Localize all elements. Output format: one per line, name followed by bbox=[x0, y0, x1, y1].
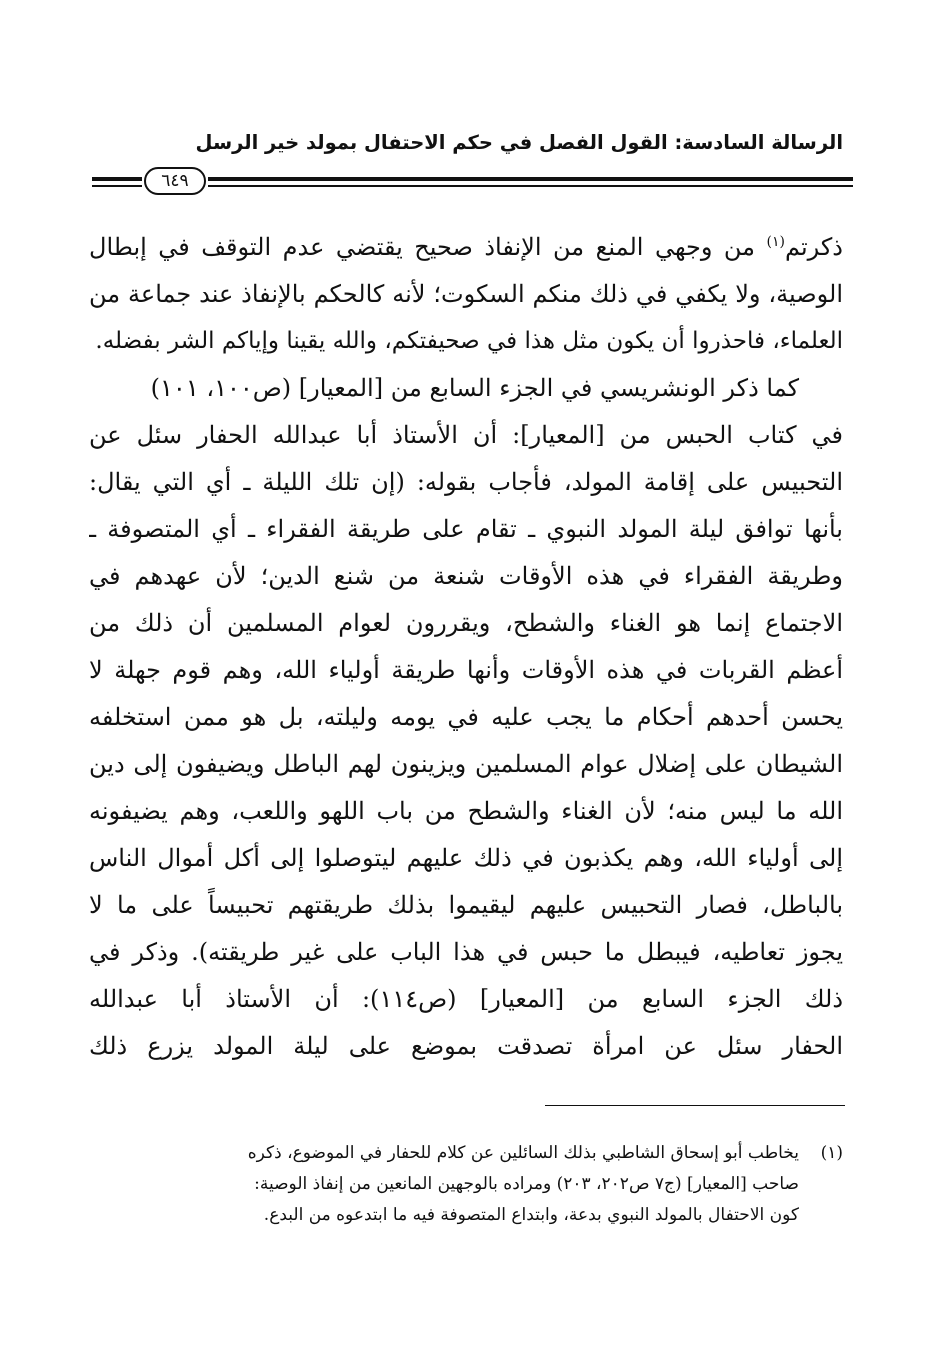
header-rule-right bbox=[208, 177, 853, 187]
body-line: في كتاب الحبس من [المعيار]: أن الأستاذ أبا عبدالله الحفار سئل عن bbox=[89, 421, 843, 449]
footnote-text: كون الاحتفال بالمولد النبوي بدعة، وابتداع المتصوفة فيه ما ابتدعوه من البدع. bbox=[263, 1205, 799, 1225]
body-line: العلماء، فاحذروا أن يكون مثل هذا في صحيفتكم، والله يقينا وإياكم الشر بفضله. bbox=[95, 328, 843, 354]
body-text bbox=[89, 224, 843, 1070]
body-line-1-end: من وجهي المنع من الإنفاذ صحيح يقتضي عدم التوقف في إبطال bbox=[89, 233, 767, 261]
footnotes bbox=[89, 1138, 843, 1231]
body-line: يجوز تعاطيه، فيبطل ما حبس في هذا الباب على غير طريقته). وذكر في bbox=[89, 938, 843, 966]
header-rule-left bbox=[92, 177, 142, 187]
footnote-text: يخاطب أبو إسحاق الشاطبي بذلك السائلين عن كلام للحفار في الموضوع، ذكره bbox=[247, 1143, 799, 1163]
body-line: الحفار سئل عن امرأة تصدقت بموضع على ليلة المولد يزرع ذلك bbox=[89, 1032, 843, 1060]
footnote-separator bbox=[545, 1105, 845, 1106]
body-line-1 bbox=[89, 224, 843, 271]
body-line: يحسن أحدهم أحكام ما يجب عليه في يومه وليلته، بل هو ممن استخلفه bbox=[89, 703, 843, 731]
body-line: وطريقة الفقراء في هذه الأوقات شنعة من شنع الدين؛ لأن عهدهم في bbox=[89, 562, 843, 590]
body-line: بالباطل، فصار التحبيس عليهم ليقيموا بذلك طريقتهم تحبيساً على ما لا bbox=[89, 891, 843, 919]
body-line: إلى أولياء الله، وهم يكذبون في ذلك عليهم ليتوصلوا إلى أكل أموال الناس bbox=[89, 844, 843, 872]
footnote-text: صاحب [المعيار] (ج٧ ص٢٠٢، ٢٠٣) ومراده بالوجهين المانعين من إنفاذ الوصية: bbox=[254, 1174, 799, 1194]
body-line: الاجتماع إنما هو الغناء والشطح، ويقررون لعوام المسلمين أن ذلك من bbox=[89, 609, 843, 637]
body-line: كما ذكر الونشريسي في الجزء السابع من [المعيار] (ص١٠٠، ١٠١) bbox=[150, 374, 799, 402]
body-line: بأنها توافق ليلة المولد النبوي ـ تقام على طريقة الفقراء ـ أي المتصوفة ـ bbox=[89, 515, 843, 543]
body-line: أعظم القربات في هذه الأوقات وأنها طريقة أولياء الله، وهم قوم جهلة لا bbox=[89, 656, 843, 684]
page-number-badge: ٦٤٩ bbox=[144, 167, 206, 195]
body-line: التحبيس على إقامة المولد، فأجاب بقوله: (إن تلك الليلة ـ أي التي يقال: bbox=[89, 468, 843, 496]
footnote-line bbox=[89, 1169, 843, 1200]
running-header-title: الرسالة السادسة: القول الفصل في حكم الاحتفال بمولد خير الرسل bbox=[195, 131, 843, 154]
body-line-1-start: ذكرتم bbox=[784, 233, 843, 261]
body-line: الشيطان على إضلال عوام المسلمين ويزينون لهم الباطل ويضيفون إلى دين bbox=[89, 750, 843, 778]
body-line: الله ما ليس منه؛ لأن الغناء والشطح من باب اللهو واللعب، وهم يضيفونه bbox=[89, 797, 843, 825]
footnote-line bbox=[89, 1138, 843, 1169]
footnote-reference: (١) bbox=[766, 234, 785, 250]
body-line: الوصية، ولا يكفي في ذلك منكم السكوت؛ لأنه كالحكم بالإنفاذ عند جماعة من bbox=[89, 280, 843, 308]
footnote-line bbox=[89, 1200, 843, 1231]
footnote-marker: (١) bbox=[820, 1143, 843, 1163]
body-line: ذلك الجزء السابع من [المعيار] (ص١١٤): أن الأستاذ أبا عبدالله bbox=[89, 985, 843, 1013]
